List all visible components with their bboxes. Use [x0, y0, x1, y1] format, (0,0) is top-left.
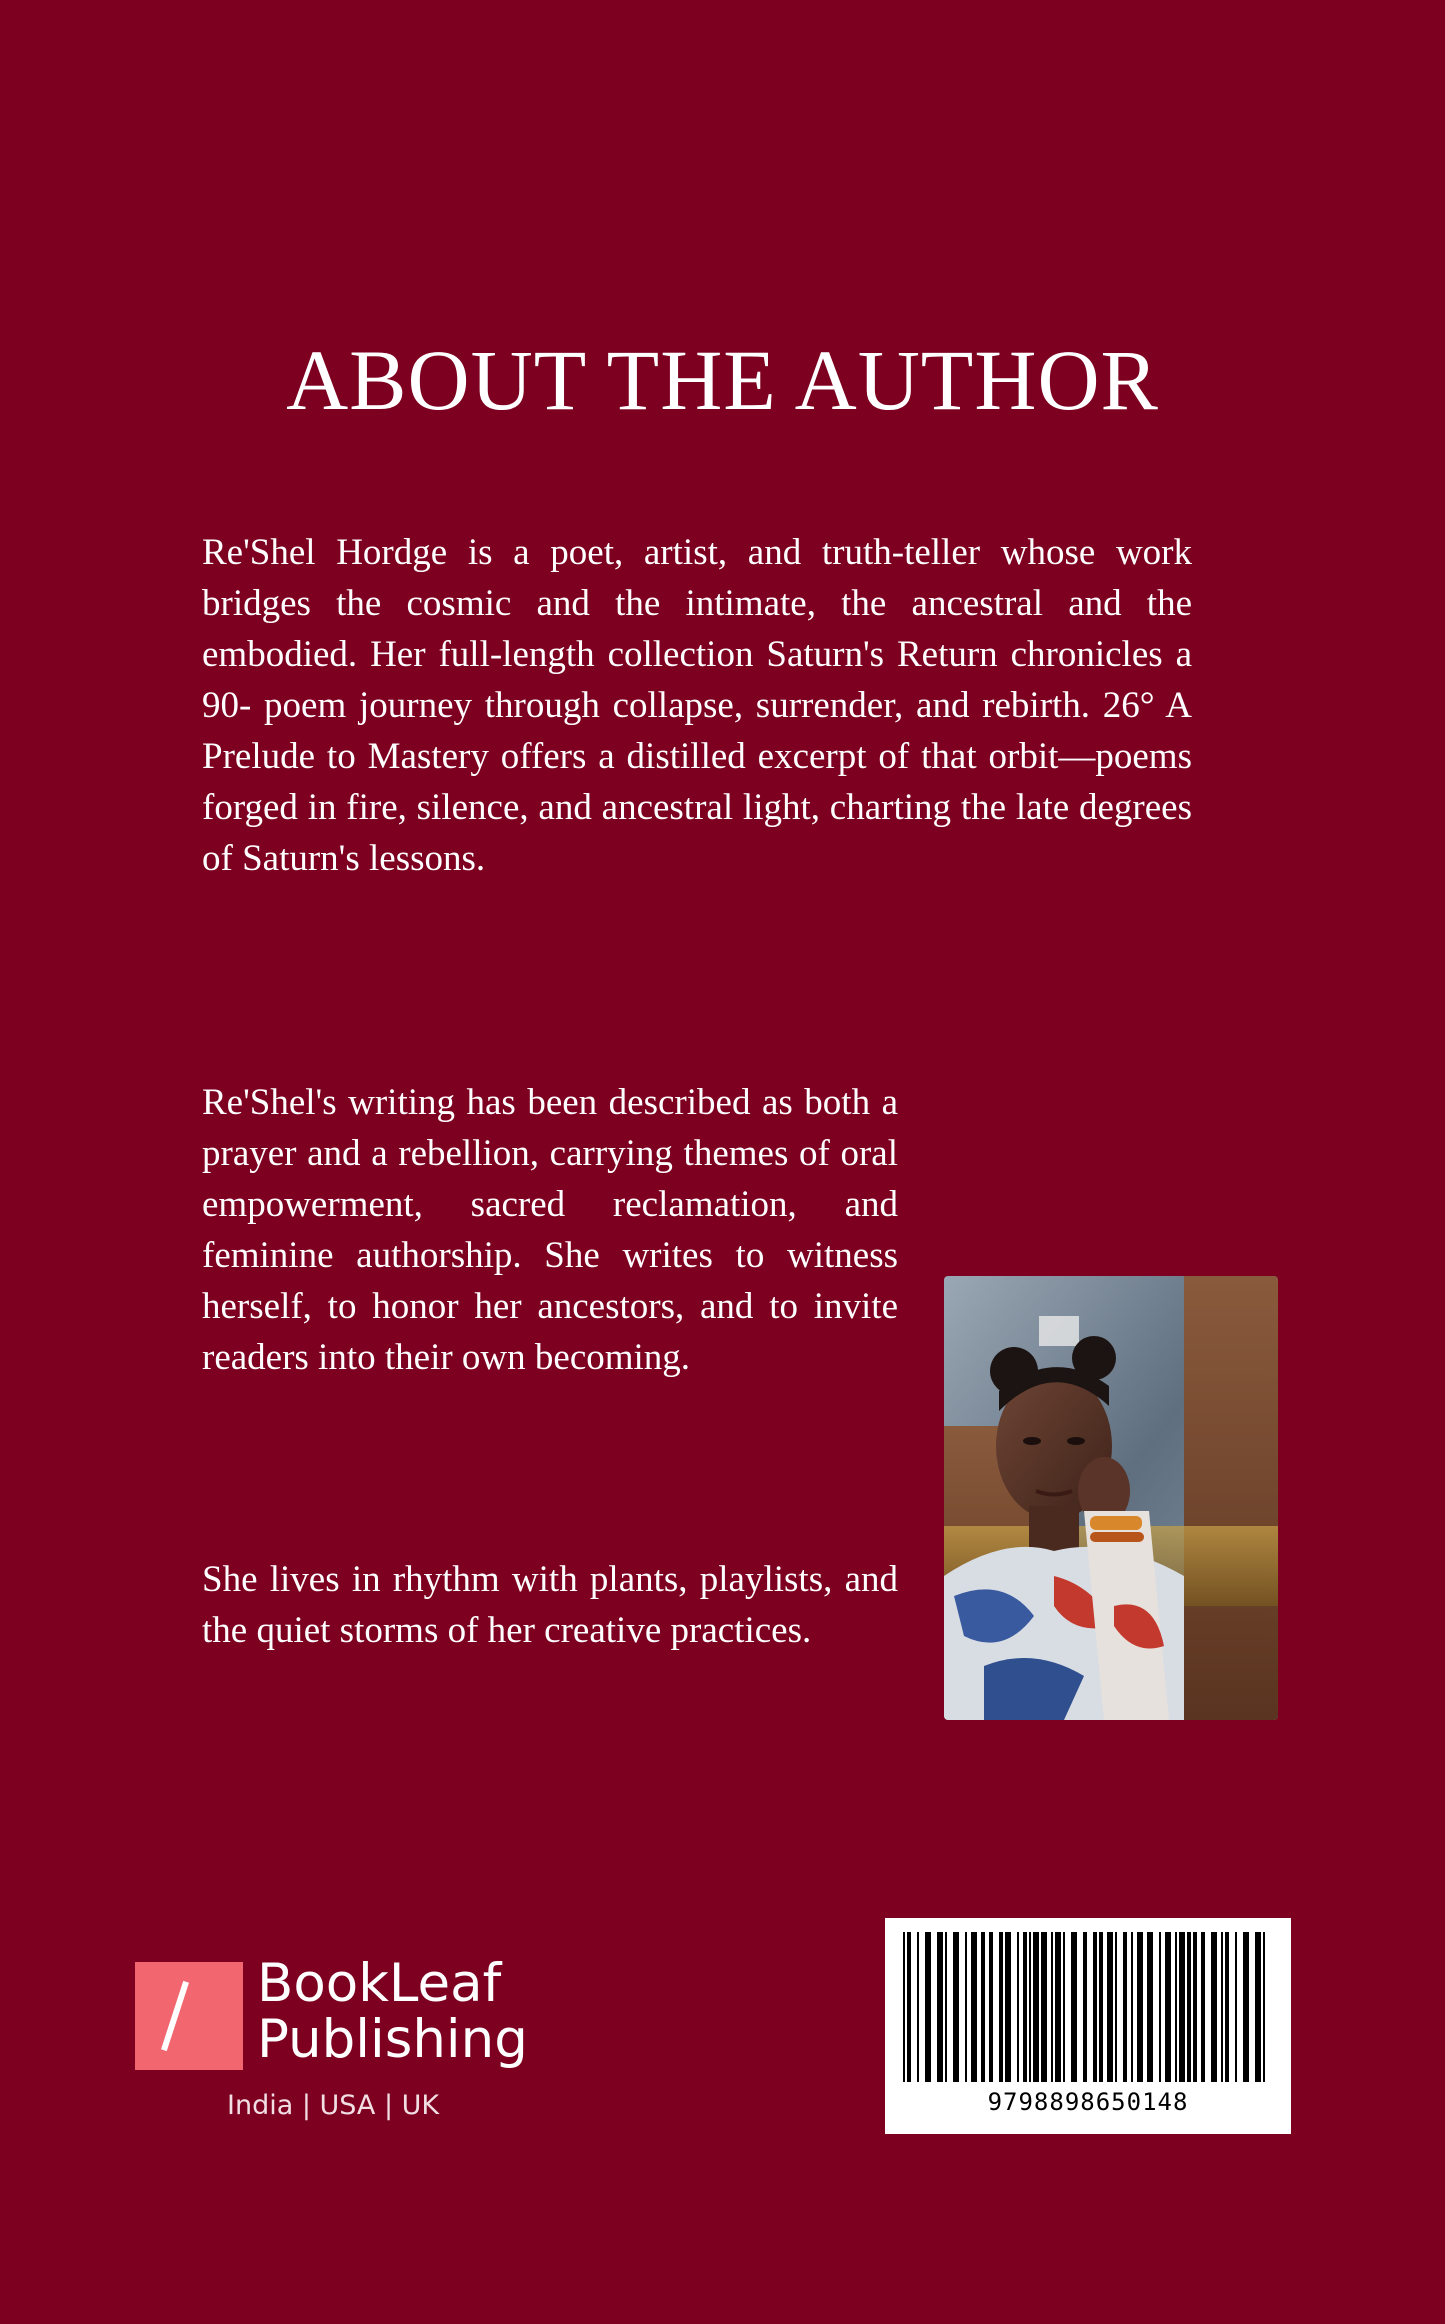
publisher-logo-mark [135, 1962, 243, 2070]
barcode-bar [1201, 1932, 1205, 2082]
author-photo [944, 1276, 1278, 1720]
barcode-bar [1051, 1932, 1053, 2082]
barcode-bar [903, 1932, 905, 2082]
page-title: ABOUT THE AUTHOR [286, 332, 1159, 428]
barcode-bar [937, 1932, 943, 2082]
barcode-bar [1147, 1932, 1153, 2082]
barcode-bar [1179, 1932, 1185, 2082]
publisher-name-line-2: Publishing [257, 2009, 528, 2070]
barcode-bar [1175, 1932, 1177, 2082]
barcode-bar [1083, 1932, 1087, 2082]
barcode-bar [953, 1932, 959, 2082]
barcode-bar [1041, 1932, 1047, 2082]
publisher-logo [135, 1953, 535, 2122]
barcode-bar [1159, 1932, 1161, 2082]
barcode-bar [1005, 1932, 1011, 2082]
barcode-bar [1071, 1932, 1077, 2082]
barcode-bar [1023, 1932, 1027, 2082]
barcode-bar [1017, 1932, 1019, 2082]
barcode-bar [999, 1932, 1003, 2082]
barcode-bar [1193, 1932, 1197, 2082]
barcode-bar [1225, 1932, 1229, 2082]
barcode-bar [1187, 1932, 1191, 2082]
publisher-regions: India | USA | UK [227, 2090, 440, 2121]
barcode-bar [981, 1932, 985, 2082]
barcode-bar [925, 1932, 931, 2082]
author-bio-paragraph-2: Re'Shel's writing has been described as both a prayer and a rebellion, carrying themes of oral empowerment, sacred reclamation, and feminine authorship. She writes to witness herself, to honor her ancestors, and to invite readers into their own becoming. [202, 1082, 898, 1378]
barcode-bar [945, 1932, 947, 2082]
barcode-bar [1055, 1932, 1061, 2082]
barcode-bar [1033, 1932, 1039, 2082]
barcode-bar [1107, 1932, 1113, 2082]
barcode-bar [1115, 1932, 1117, 2082]
isbn-barcode [885, 1918, 1291, 2134]
barcode-bar [1137, 1932, 1143, 2082]
barcode-bar [1221, 1932, 1223, 2082]
barcode-bar [1063, 1932, 1065, 2082]
publisher-name-line-1: BookLeaf [257, 1953, 502, 2014]
barcode-bar [971, 1932, 977, 2082]
barcode-bar [917, 1932, 919, 2082]
isbn-number: 9798898650148 [987, 2088, 1189, 2116]
barcode-bar [1099, 1932, 1103, 2082]
barcode-bar [1243, 1932, 1249, 2082]
barcode-bar [1235, 1932, 1237, 2082]
barcode-bar [1123, 1932, 1127, 2082]
author-bio-paragraph-3: She lives in rhythm with plants, playlists, and the quiet storms of her creative practices. [202, 1559, 898, 1651]
barcode-bar [1165, 1932, 1171, 2082]
barcode-bar [1255, 1932, 1261, 2082]
author-bio-paragraph-1: Re'Shel Hordge is a poet, artist, and truth-teller whose work bridges the cosmic and the intimate, the ancestral and the embodied. Her full-length collection Saturn's Return chronicles a 90- poem journey through collapse, surrender, and rebirth. 26° A Prelude to Mastery offers a distilled excerpt of that orbit—poems forged in fire, silence, and ancestral light, charting the late degrees of Saturn's lessons. [202, 532, 1192, 879]
barcode-bar [1263, 1932, 1265, 2082]
slash-icon [161, 1981, 189, 2051]
barcode-bar [907, 1932, 911, 2082]
barcode-bar [1093, 1932, 1097, 2082]
barcode-bar [989, 1932, 993, 2082]
barcode-bar [1029, 1932, 1031, 2082]
barcode-bar [1131, 1932, 1133, 2082]
barcode-bar [1211, 1932, 1217, 2082]
barcode-bar [965, 1932, 967, 2082]
